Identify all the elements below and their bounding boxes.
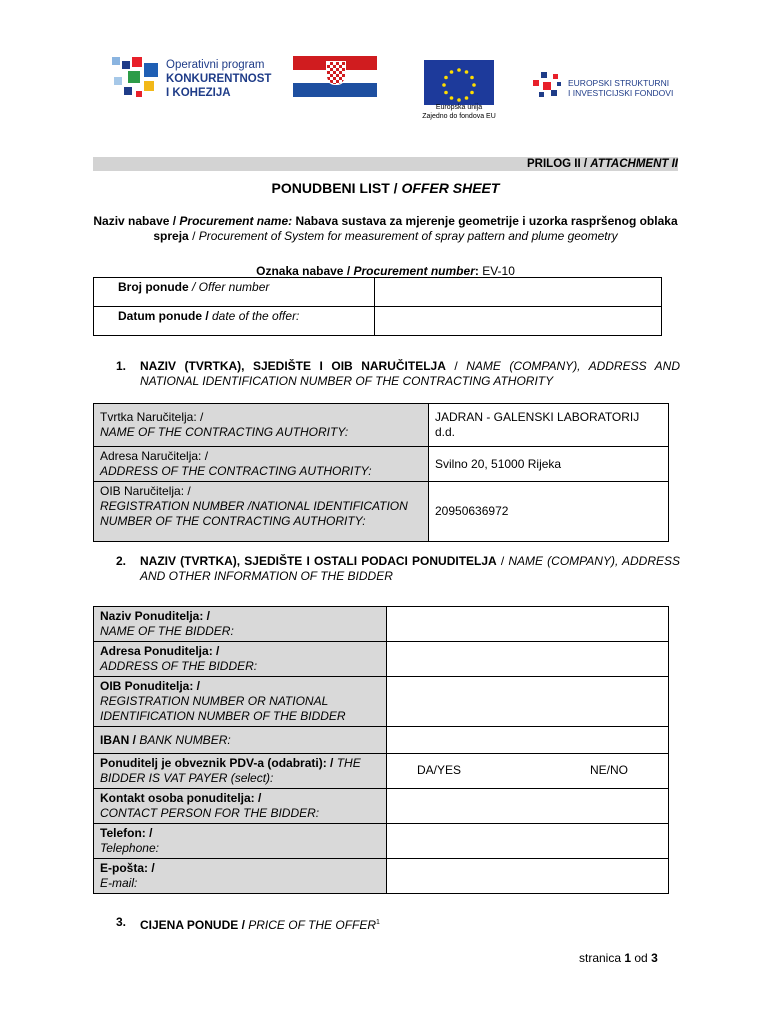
page-number-mid: od bbox=[631, 951, 652, 965]
bidder-address-label-en: ADDRESS OF THE BIDDER: bbox=[100, 659, 258, 673]
vat-no-option[interactable]: NE/NO bbox=[590, 763, 629, 777]
authority-row bbox=[94, 482, 669, 542]
bidder-email-field[interactable] bbox=[387, 859, 669, 894]
bidder-iban-label bbox=[94, 727, 387, 754]
bidder-phone-label-en: Telephone: bbox=[100, 841, 159, 855]
section-1-num: 1. bbox=[116, 359, 127, 373]
bidder-vat-label-en: THE BIDDER IS VAT PAYER (select): bbox=[100, 756, 361, 785]
bidder-oib-label-hr: OIB Ponuditelja: / bbox=[100, 679, 201, 693]
authority-name-label-hr: Tvrtka Naručitelja: / bbox=[100, 410, 204, 424]
section-2-text bbox=[140, 554, 680, 584]
offer-number-label bbox=[94, 278, 375, 307]
eu-caption-line1: Europska unija bbox=[435, 104, 483, 111]
logo-square bbox=[132, 57, 142, 67]
offer-date-label-en: date of the offer: bbox=[212, 309, 300, 323]
op-logo-line2: KONKURENTNOST bbox=[166, 73, 272, 85]
section-2-sep: / bbox=[496, 554, 509, 568]
section-2-heading bbox=[116, 554, 680, 584]
authority-address-label-en: ADDRESS OF THE CONTRACTING AUTHORITY: bbox=[100, 464, 372, 478]
bidder-iban-field[interactable] bbox=[387, 727, 669, 754]
bidder-contact-field[interactable] bbox=[387, 789, 669, 824]
section-3-italic: PRICE OF THE OFFER bbox=[248, 918, 377, 932]
logo-square bbox=[136, 91, 142, 97]
authority-oib-label-hr: OIB Naručitelja: / bbox=[100, 484, 191, 498]
bidder-row bbox=[94, 677, 669, 727]
procurement-name-value-en: Procurement of System for measurement of spray pattern and plume geometry bbox=[198, 229, 618, 243]
eu-caption-line2: Zajedno do fondova EU bbox=[422, 113, 496, 120]
page-number-current: 1 bbox=[624, 951, 632, 965]
procurement-number bbox=[93, 264, 678, 278]
croatian-flag bbox=[293, 56, 377, 97]
authority-name-label bbox=[94, 404, 429, 447]
section-1-heading bbox=[116, 359, 680, 389]
page-number bbox=[579, 951, 658, 965]
bidder-oib-label bbox=[94, 677, 387, 727]
authority-row bbox=[94, 447, 669, 482]
op-logo-line1: Operativni program bbox=[166, 59, 265, 71]
procurement-number-colon: : bbox=[474, 264, 479, 278]
esif-logo-text bbox=[568, 78, 673, 98]
bidder-table bbox=[93, 606, 669, 894]
attachment-en: ATTACHMENT II bbox=[590, 158, 678, 170]
esif-logo-line1: EUROPSKI STRUKTURNI bbox=[568, 78, 670, 88]
esif-star-icon bbox=[531, 68, 567, 104]
offer-table bbox=[93, 277, 662, 336]
page-number-prefix: stranica bbox=[579, 951, 625, 965]
authority-table bbox=[93, 403, 669, 542]
offer-date-field[interactable] bbox=[375, 307, 662, 336]
flag-stripe-blue bbox=[293, 83, 377, 97]
offer-number-label-en: / Offer number bbox=[188, 280, 270, 294]
bidder-contact-label bbox=[94, 789, 387, 824]
authority-oib-value: 20950636972 bbox=[429, 482, 669, 542]
authority-name-value: JADRAN - GALENSKI LABORATORIJ d.d. bbox=[429, 404, 669, 447]
attachment-hr: PRILOG II / bbox=[527, 158, 591, 170]
page-title bbox=[93, 180, 678, 196]
bidder-name-label-hr: Naziv Ponuditelja: / bbox=[100, 609, 211, 623]
authority-oib-label-en: REGISTRATION NUMBER /NATIONAL IDENTIFICATION NUMBER OF THE CONTRACTING AUTHORITY: bbox=[100, 499, 408, 528]
bidder-email-label-en: E-mail: bbox=[100, 876, 138, 890]
logo-square bbox=[144, 63, 158, 77]
vat-yes-option[interactable]: DA/YES bbox=[417, 763, 462, 777]
op-logo-text bbox=[166, 58, 271, 100]
bidder-vat-options bbox=[387, 754, 669, 789]
procurement-number-label-en: Procurement number bbox=[353, 264, 475, 278]
section-2-num: 2. bbox=[116, 554, 127, 568]
bidder-row bbox=[94, 642, 669, 677]
bidder-iban-label-en: BANK NUMBER: bbox=[139, 732, 231, 747]
logo-square bbox=[124, 87, 132, 95]
logo-square bbox=[122, 61, 130, 69]
bidder-name-field[interactable] bbox=[387, 607, 669, 642]
procurement-number-value: EV-10 bbox=[478, 264, 515, 278]
bidder-oib-label-en: REGISTRATION NUMBER OR NATIONAL IDENTIFICATION NUMBER OF THE BIDDER bbox=[100, 694, 346, 723]
bidder-row bbox=[94, 607, 669, 642]
bidder-email-label bbox=[94, 859, 387, 894]
attachment-label bbox=[527, 157, 678, 171]
authority-address-label-hr: Adresa Naručitelja: / bbox=[100, 449, 209, 463]
bidder-address-label bbox=[94, 642, 387, 677]
procurement-name-label-en: Procurement name: bbox=[179, 214, 293, 228]
section-1-italic: NAME (COMPANY), ADDRESS AND NATIONAL IDENTIFICATION NUMBER OF THE CONTRACTING ATHORITY bbox=[140, 359, 680, 388]
section-3-heading bbox=[116, 915, 680, 933]
section-1-text bbox=[140, 359, 680, 389]
bidder-email-label-hr: E-pošta: / bbox=[100, 861, 155, 875]
section-3-num: 3. bbox=[116, 915, 127, 929]
esif-logo-line2: I INVESTICIJSKI FONDOVI bbox=[568, 88, 674, 98]
title-en: OFFER SHEET bbox=[401, 180, 500, 196]
section-3-text bbox=[140, 915, 680, 933]
bidder-address-label-hr: Adresa Ponuditelja: / bbox=[100, 644, 220, 658]
eu-flag bbox=[424, 60, 494, 105]
bidder-row bbox=[94, 727, 669, 754]
authority-name-label-en: NAME OF THE CONTRACTING AUTHORITY: bbox=[100, 425, 349, 439]
offer-number-row bbox=[94, 278, 662, 307]
bidder-row bbox=[94, 824, 669, 859]
operativni-program-logo bbox=[110, 55, 280, 103]
title-hr: PONUDBENI LIST / bbox=[271, 180, 402, 196]
procurement-name-value-hr: Nabava sustava za mjerenje geometrije i uzorka raspršenog oblaka spreja bbox=[153, 214, 678, 243]
authority-oib-label bbox=[94, 482, 429, 542]
page-number-total: 3 bbox=[651, 951, 658, 965]
op-logo-line3: I KOHEZIJA bbox=[166, 87, 231, 99]
bidder-row bbox=[94, 859, 669, 894]
section-2-italic: NAME (COMPANY), ADDRESS AND OTHER INFORMATION OF THE BIDDER bbox=[140, 554, 680, 583]
offer-number-field[interactable] bbox=[375, 278, 662, 307]
procurement-name-label-hr: Naziv nabave / bbox=[93, 214, 180, 228]
offer-date-label-hr: Datum ponude / bbox=[118, 309, 212, 323]
section-3-bold: CIJENA PONUDE / bbox=[140, 918, 249, 932]
bidder-address-field[interactable] bbox=[387, 642, 669, 677]
logo-square bbox=[144, 81, 154, 91]
bidder-contact-label-hr: Kontakt osoba ponuditelja: / bbox=[100, 791, 262, 805]
bidder-oib-field[interactable] bbox=[387, 677, 669, 727]
section-1-sep: / bbox=[445, 359, 467, 373]
section-3-footnote[interactable]: 1 bbox=[376, 919, 380, 926]
bidder-vat-label bbox=[94, 754, 387, 789]
eu-stars-icon bbox=[424, 60, 494, 105]
bidder-contact-label-en: CONTACT PERSON FOR THE BIDDER: bbox=[100, 806, 320, 820]
logo-square bbox=[112, 57, 120, 65]
offer-number-label-hr: Broj ponude bbox=[118, 280, 189, 294]
bidder-phone-label-hr: Telefon: / bbox=[100, 826, 153, 840]
section-2-bold: NAZIV (TVRTKA), SJEDIŠTE I OSTALI PODACI PONUDITELJA bbox=[140, 554, 497, 568]
authority-address-value: Svilno 20, 51000 Rijeka bbox=[429, 447, 669, 482]
procurement-name bbox=[93, 214, 678, 244]
bidder-phone-field[interactable] bbox=[387, 824, 669, 859]
eu-caption bbox=[405, 103, 513, 121]
procurement-number-label-hr: Oznaka nabave / bbox=[256, 264, 354, 278]
bidder-vat-label-hr: Ponuditelj je obveznik PDV-a (odabrati): / bbox=[100, 756, 337, 770]
bidder-row bbox=[94, 754, 669, 789]
section-1-bold: NAZIV (TVRTKA), SJEDIŠTE I OIB NARUČITELJA bbox=[140, 359, 446, 373]
logo-square bbox=[114, 77, 122, 85]
bidder-phone-label bbox=[94, 824, 387, 859]
authority-row bbox=[94, 404, 669, 447]
bidder-row bbox=[94, 789, 669, 824]
bidder-name-label-en: NAME OF THE BIDDER: bbox=[100, 624, 234, 638]
coat-of-arms-icon bbox=[326, 61, 346, 85]
authority-address-label bbox=[94, 447, 429, 482]
bidder-iban-label-hr: IBAN / bbox=[100, 732, 140, 747]
offer-date-label bbox=[94, 307, 375, 336]
esif-logo bbox=[531, 68, 691, 108]
bidder-name-label bbox=[94, 607, 387, 642]
logo-square bbox=[128, 71, 140, 83]
procurement-name-sep: / bbox=[188, 229, 199, 243]
offer-date-row bbox=[94, 307, 662, 336]
